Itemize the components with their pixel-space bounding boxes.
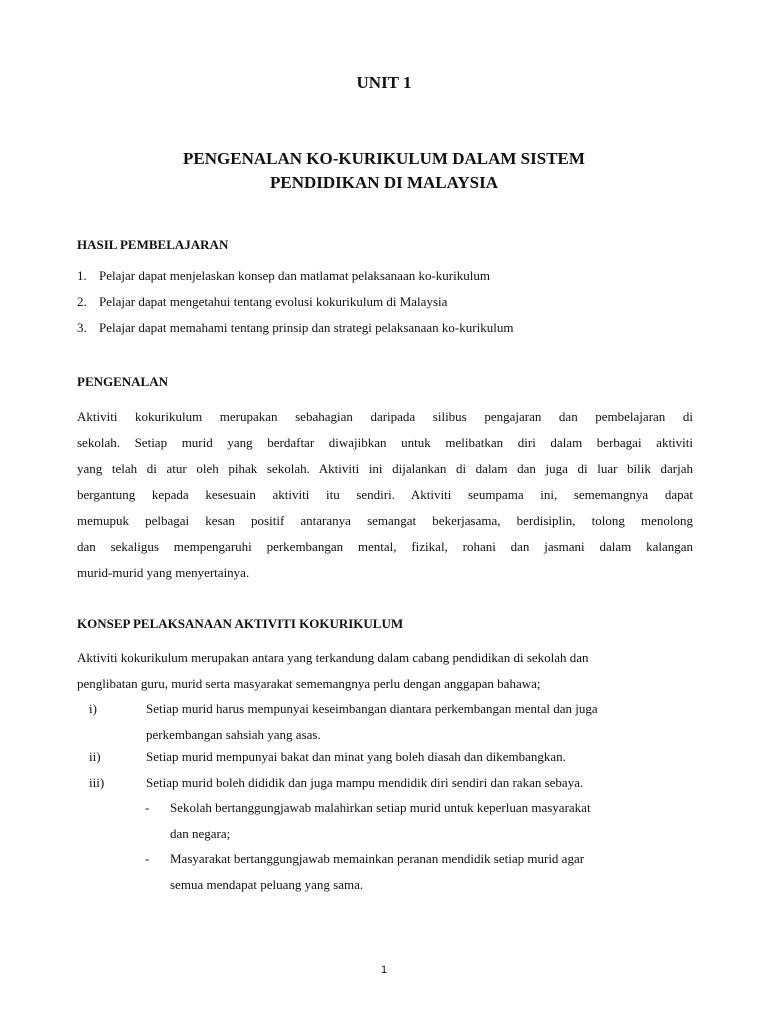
list-item-marker: iii) [89,775,105,790]
unit-title: UNIT 1 [356,73,412,92]
concept-intro-paragraph [77,645,693,697]
list-item-number: 2. [77,294,87,309]
list-item-dash: - [145,800,150,815]
list-item [77,267,513,293]
list-item-text: perkembangan sahsiah yang asas. [146,727,321,742]
page-title-line: PENGENALAN KO-KURIKULUM DALAM SISTEM [183,149,585,168]
list-item-text: Pelajar dapat menjelaskan konsep dan matlamat pelaksanaan ko-kurikulum [99,268,490,283]
list-item-marker: ii) [89,749,101,764]
list-item-text: Pelajar dapat memahami tentang prinsip dan strategi pelaksanaan ko-kurikulum [99,320,514,335]
page-title-line: PENDIDIKAN DI MALAYSIA [270,173,498,192]
list-item [77,293,513,319]
list-item-marker: i) [89,701,97,716]
list-item-text: Masyarakat bertanggungjawab memainkan peranan mendidik setiap murid agar [170,851,585,866]
paragraph-line: Aktiviti kokurikulum merupakan sebahagian daripada silibus pengajaran dan pembelajaran di [77,409,693,424]
list-item-text: semua mendapat peluang yang sama. [170,877,364,892]
list-item-text: Setiap murid mempunyai bakat dan minat yang boleh diasah dan dikembangkan. [146,749,566,764]
paragraph-line: murid-murid yang menyertainya. [77,565,250,580]
paragraph-line: dan sekaligus mempengaruhi perkembangan mental, fizikal, rohani dan jasmani dalam kalangan [77,539,693,554]
concept-heading: KONSEP PELAKSANAAN AKTIVITI KOKURIKULUM [77,616,404,631]
list-item-number: 3. [77,320,87,335]
paragraph-line: Aktiviti kokurikulum merupakan antara yang terkandung dalam cabang pendidikan di sekolah dan [77,650,589,665]
list-item-text: Setiap murid boleh dididik dan juga mampu mendidik diri sendiri dan rakan sebaya. [146,775,584,790]
list-item-dash: - [145,851,150,866]
learning-outcomes-list [77,267,513,345]
introduction-paragraph [77,404,693,586]
paragraph-line: sekolah. Setiap murid yang berdaftar diwajibkan untuk melibatkan diri dalam berbagai aktiviti [77,435,693,450]
paragraph-line: memupuk pelbagai kesan positif antaranya semangat bekerjasama, berdisiplin, tolong menolong [77,513,693,528]
list-item-text: Pelajar dapat mengetahui tentang evolusi kokurikulum di Malaysia [99,294,448,309]
paragraph-line: yang telah di atur oleh pihak sekolah. Aktiviti ini dijalankan di dalam dan juga di luar bilik darjah [77,461,693,476]
list-item-text: Setiap murid harus mempunyai keseimbangan diantara perkembangan mental dan juga [146,701,598,716]
list-item [77,319,513,345]
paragraph-line: bergantung kepada kesesuain aktiviti itu sendiri. Aktiviti seumpama ini, sememangnya dapat [77,487,693,502]
page-number: 1 [380,964,388,976]
list-item-text: dan negara; [170,826,231,841]
paragraph-line: penglibatan guru, murid serta masyarakat sememangnya perlu dengan anggapan bahawa; [77,676,541,691]
list-item-text: Sekolah bertanggungjawab malahirkan setiap murid untuk keperluan masyarakat [170,800,591,815]
introduction-heading: PENGENALAN [77,374,169,389]
learning-outcomes-heading: HASIL PEMBELAJARAN [77,237,229,252]
list-item-number: 1. [77,268,87,283]
page-title [0,147,768,195]
